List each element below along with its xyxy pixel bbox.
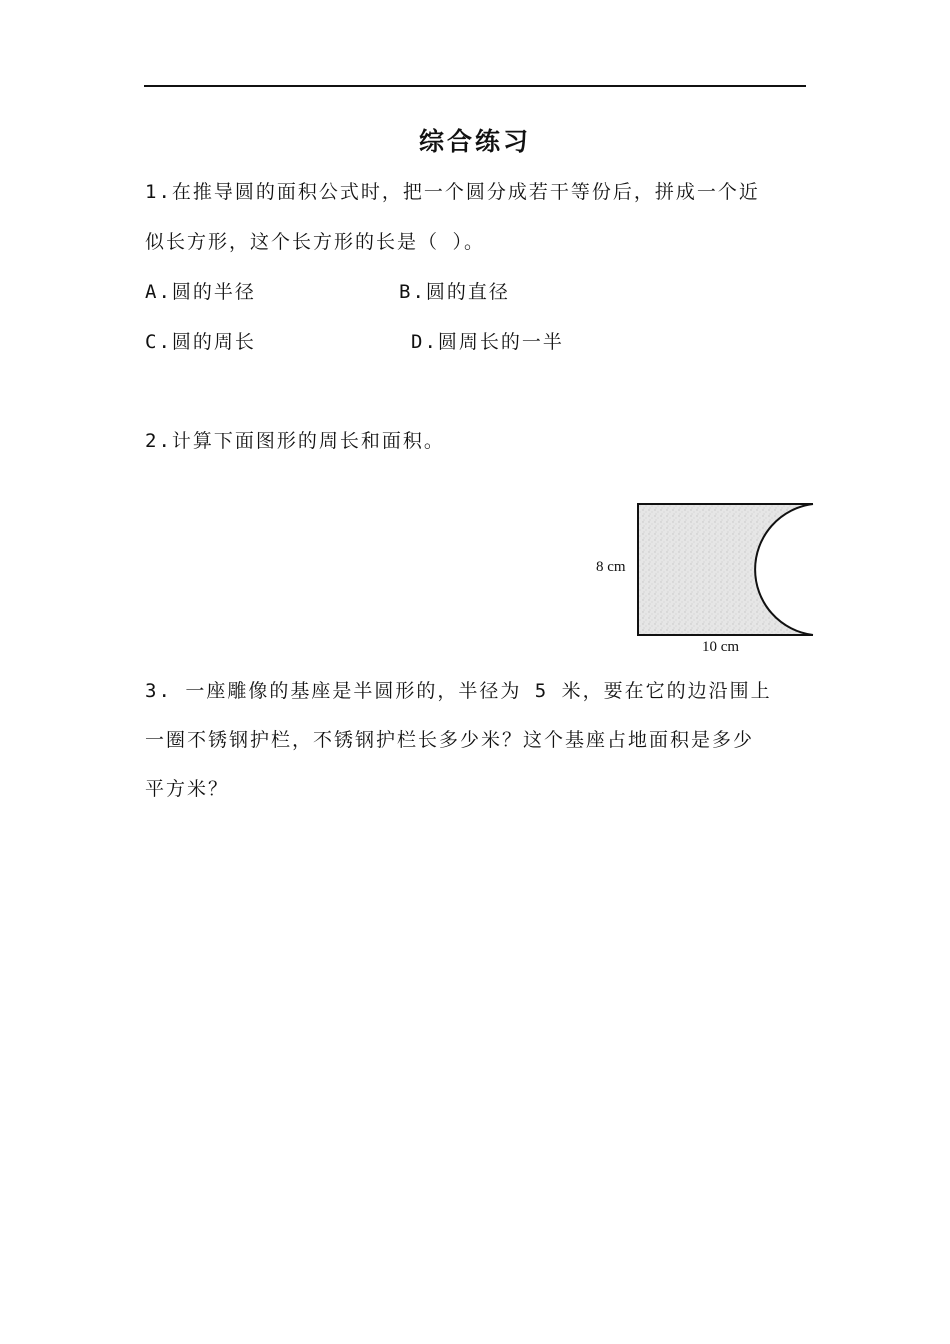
height-label: 8 cm bbox=[596, 559, 626, 575]
q3-text-line3: 平方米？ bbox=[145, 778, 230, 800]
shaded-region bbox=[638, 504, 813, 635]
q1-option-c: C.圆的周长 bbox=[145, 331, 256, 353]
q1-option-a: A.圆的半径 bbox=[145, 281, 256, 303]
header-rule bbox=[144, 85, 806, 87]
q1-option-d: D.圆周长的一半 bbox=[411, 331, 564, 353]
q1-option-b: B.圆的直径 bbox=[399, 281, 510, 303]
width-label: 10 cm bbox=[702, 639, 740, 655]
q1-text-line2: 似长方形，这个长方形的长是（ ）。 bbox=[145, 231, 485, 253]
q2-text: 2.计算下面图形的周长和面积。 bbox=[145, 430, 445, 452]
q3-text-line1: 3. 一座雕像的基座是半圆形的，半径为 5 米，要在它的边沿围上 bbox=[145, 680, 772, 702]
q3-text-line2: 一圈不锈钢护栏，不锈钢护栏长多少米？这个基座占地面积是多少 bbox=[145, 729, 755, 751]
q1-text-line1: 1.在推导圆的面积公式时，把一个圆分成若干等份后，拼成一个近 bbox=[145, 181, 760, 203]
page-title: 综合练习 bbox=[418, 127, 531, 156]
rectangle-semicircle-figure bbox=[588, 497, 820, 655]
